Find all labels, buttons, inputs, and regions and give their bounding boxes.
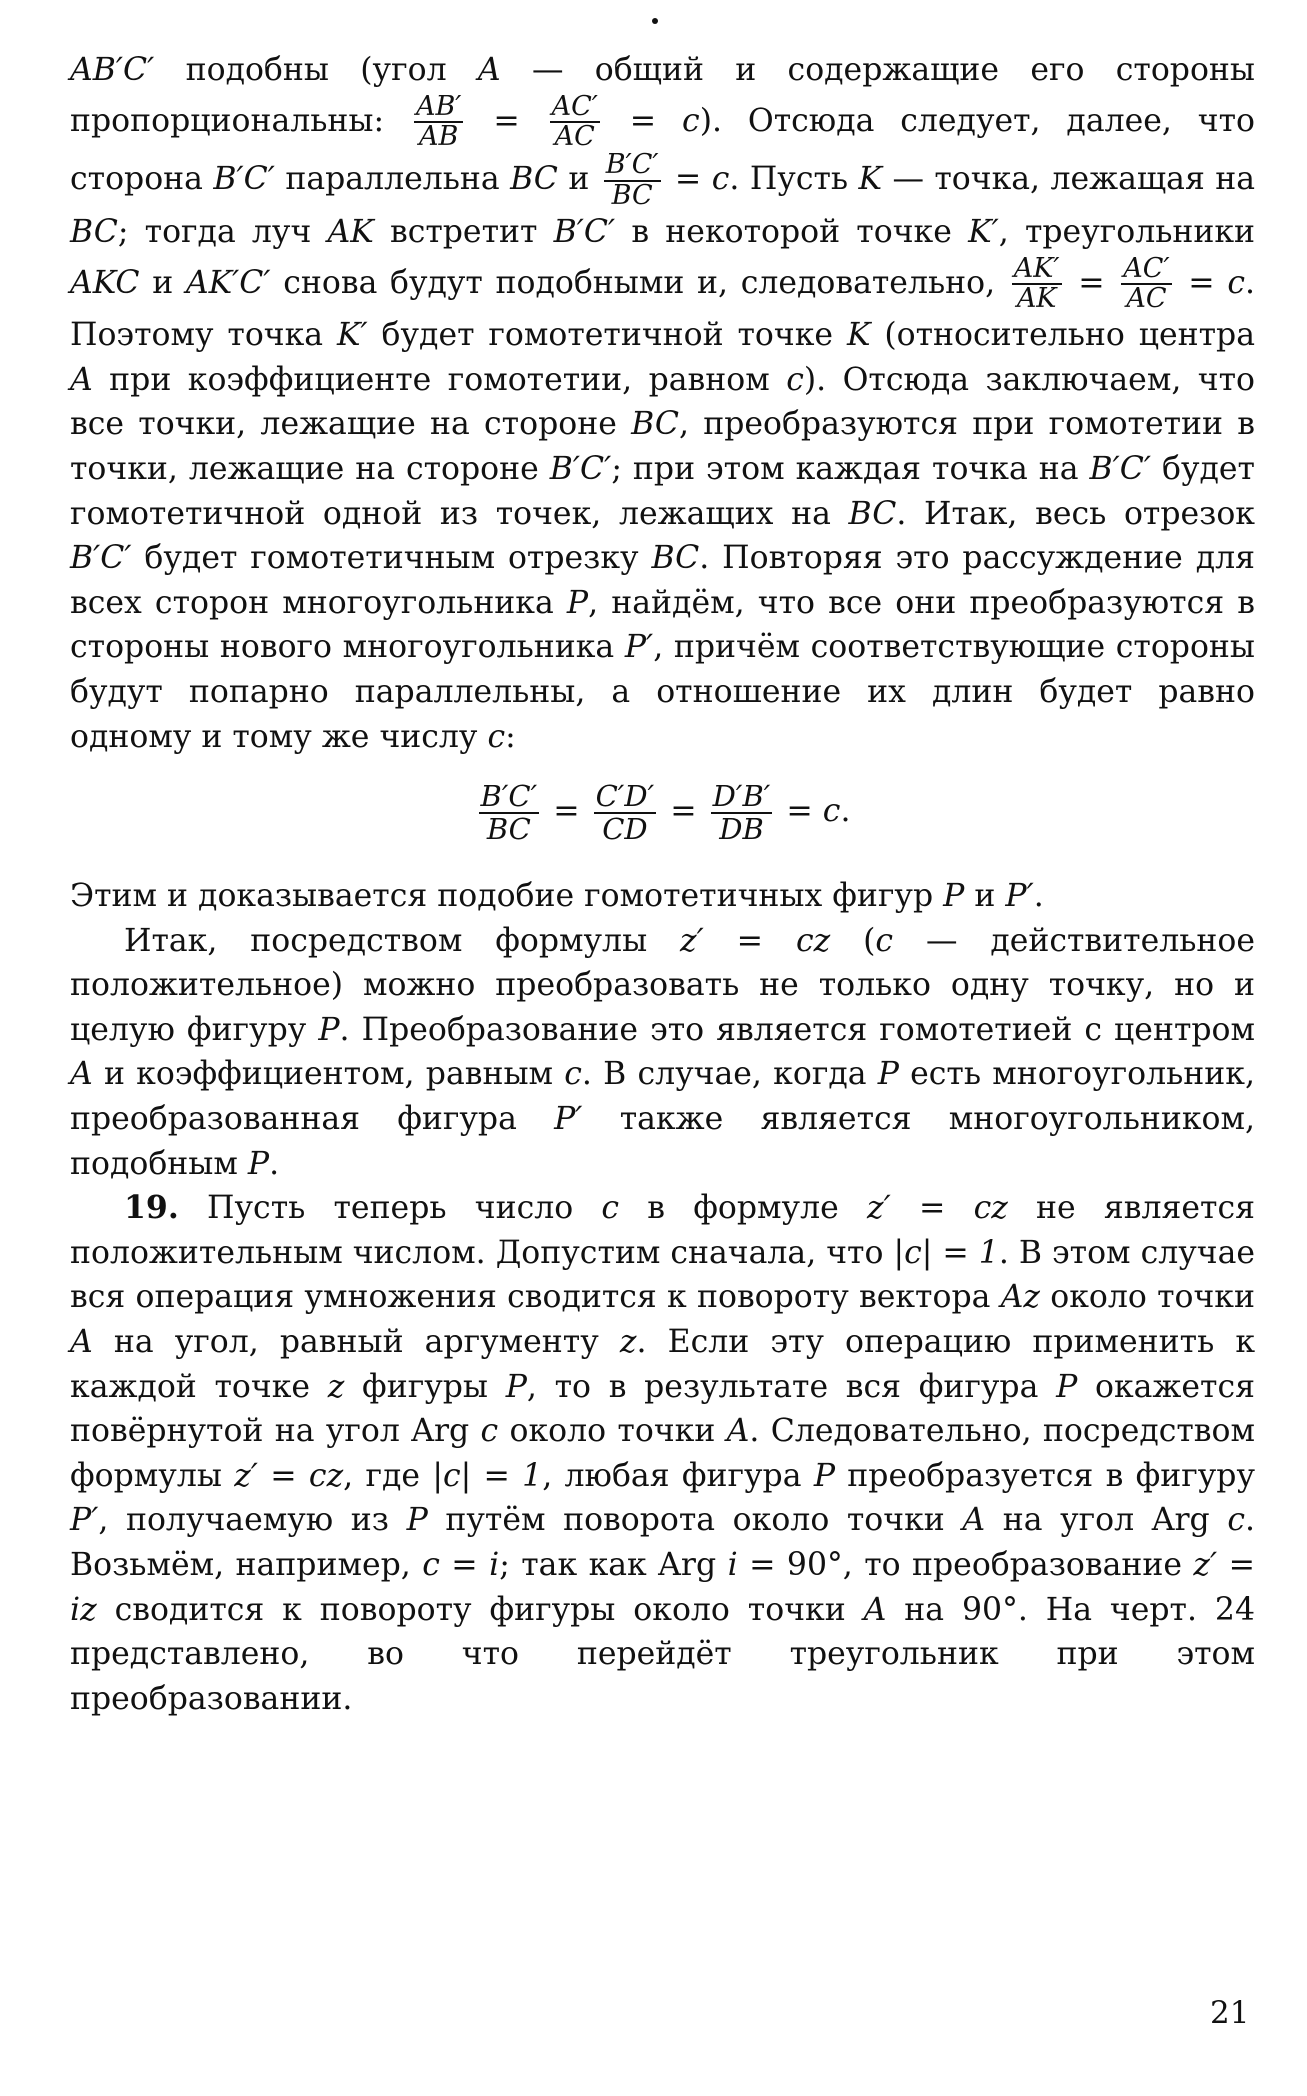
text-run: = 90°, то преобразование	[737, 1546, 1194, 1583]
text-run: . Следовательно, посредством формулы	[70, 1413, 1255, 1494]
text-run: ; тогда луч	[117, 213, 328, 250]
text-run: ; так как Arg	[499, 1546, 728, 1583]
math-symbol: K	[846, 317, 871, 354]
text-run: параллельна	[274, 161, 511, 198]
math-symbol: A	[863, 1591, 887, 1628]
text-run: встретит	[373, 213, 554, 250]
text-run: =	[1175, 264, 1228, 301]
math-symbol: z	[327, 1368, 345, 1405]
text-run: , треугольники	[998, 213, 1256, 250]
text-run: , где	[343, 1457, 433, 1494]
text-run: =	[1065, 264, 1118, 301]
math-symbol: P	[813, 1457, 836, 1494]
math-symbol: c	[1227, 1502, 1245, 1539]
page-body	[70, 48, 1255, 1721]
math-symbol: z′ = cz	[866, 1190, 1008, 1227]
display-formula	[70, 781, 1255, 844]
text-run: . Если эту операцию применить к каждой точке	[70, 1324, 1256, 1405]
math-symbol: AK	[327, 213, 374, 250]
math-symbol: P	[877, 1056, 899, 1093]
text-run: . В случае, когда	[581, 1056, 878, 1093]
fraction-denominator: BC	[486, 811, 531, 846]
fraction-denominator: CD	[602, 811, 648, 846]
math-symbol: P	[406, 1502, 428, 1539]
text-run: ). Отсюда заключаем, что все точки, лежащие на стороне	[70, 361, 1255, 443]
text-run: при коэффициенте гомотетии, равном	[92, 361, 787, 398]
math-symbol: c	[711, 161, 730, 198]
text-run: (	[830, 922, 876, 959]
fraction-numerator: AC′	[1123, 252, 1170, 284]
fraction	[711, 781, 773, 844]
text-run: будет гомотетичной одной из точек, лежащих на	[70, 451, 1255, 532]
math-symbol: A	[962, 1502, 986, 1539]
fraction	[1121, 252, 1171, 314]
math-symbol: |c| = 1	[432, 1457, 543, 1494]
text-run: преобразуется в фигуру	[835, 1457, 1255, 1494]
math-symbol: B′C′	[213, 161, 275, 198]
text-run: =	[664, 161, 712, 198]
text-run: подобны (угол	[154, 52, 478, 88]
text-run: , найдём, что все они преобразуются в стороны нового многоугольника	[70, 584, 1255, 666]
math-symbol: z	[619, 1324, 637, 1360]
text-run: . Пусть	[729, 161, 859, 198]
text-run: есть многоугольник, преобразованная фигура	[70, 1056, 1255, 1138]
math-symbol: c	[480, 1413, 499, 1450]
text-run: .	[1033, 878, 1044, 915]
text-run: . Поэтому точка	[70, 264, 1255, 354]
math-symbol: BC	[631, 406, 679, 443]
math-symbol: AKC	[70, 264, 140, 301]
math-symbol: P	[566, 584, 589, 621]
math-symbol: Az	[1000, 1279, 1040, 1316]
math-symbol: AB′C′	[70, 52, 155, 88]
math-symbol: K	[858, 161, 883, 198]
math-symbol: i	[727, 1546, 738, 1583]
math-symbol: P	[1056, 1368, 1078, 1405]
text-run: . Возьмём, например,	[70, 1502, 1255, 1583]
math-symbol: A	[70, 361, 93, 398]
text-run: =	[776, 793, 823, 830]
text-run: , любая фигура	[542, 1457, 814, 1494]
fraction-numerator: C′D′	[595, 779, 655, 814]
fraction-denominator: DB	[719, 811, 764, 846]
text-run: путём поворота около точки	[427, 1502, 963, 1539]
paragraph	[70, 1186, 1255, 1721]
math-symbol: B′C′	[70, 540, 132, 577]
math-symbol: B′C′	[1089, 451, 1152, 488]
text-run: . Итак, весь отрезок	[896, 495, 1255, 532]
text-run: Этим и доказывается подобие гомотетичных фигур	[70, 878, 944, 915]
text-run: — общий и содержащие его стороны пропорциональны:	[70, 52, 1255, 139]
math-symbol: K′	[336, 317, 368, 354]
text-run: ). Отсюда следует, далее, что сторона	[70, 102, 1256, 198]
math-symbol: P′	[1005, 878, 1034, 915]
paragraph	[70, 919, 1255, 1187]
fraction-numerator: B′C′	[480, 779, 538, 814]
text-run: окажется повёрнутой на угол Arg	[70, 1368, 1255, 1450]
math-symbol: A	[70, 1056, 93, 1093]
text-run: и	[964, 878, 1006, 915]
fraction-numerator: AB′	[415, 90, 462, 122]
text-run: на угол, равный аргументу	[92, 1324, 620, 1360]
math-symbol: c	[682, 102, 700, 139]
fraction-denominator: AC	[1126, 282, 1167, 314]
text-run: будет гомотетичной точке	[367, 317, 847, 354]
text-run: около точки	[1040, 1279, 1255, 1316]
text-run: . В этом случае вся операция умножения сводится к повороту вектора	[70, 1234, 1255, 1316]
text-run: Итак, посредством формулы	[124, 922, 681, 959]
math-symbol: c	[786, 361, 804, 398]
text-run: в формуле	[619, 1190, 867, 1227]
text-run: не является положительным числом. Допустим сначала, что	[70, 1190, 1255, 1271]
math-symbol: c	[564, 1056, 582, 1093]
paragraph	[70, 874, 1255, 919]
fraction	[594, 781, 657, 844]
math-symbol: P	[943, 878, 965, 915]
text-run: и коэффициентом, равным	[92, 1056, 565, 1093]
speck-mark	[652, 18, 658, 24]
math-symbol: P′	[624, 629, 654, 666]
math-symbol: A	[477, 52, 501, 88]
text-run: , получаемую из	[98, 1502, 407, 1539]
text-run: на угол Arg	[985, 1502, 1228, 1539]
text-run: будет гомотетичным отрезку	[131, 540, 652, 577]
text-run: . Преобразование это является гомотетией с центром	[339, 1011, 1255, 1048]
text-run: около точки	[498, 1413, 727, 1450]
math-symbol: |c| = 1	[893, 1234, 999, 1271]
text-run: сводится к повороту фигуры около точки	[96, 1591, 864, 1628]
math-symbol: c	[1227, 264, 1245, 301]
text-run: , то в результате вся фигура	[526, 1368, 1057, 1405]
text-run: =	[543, 793, 590, 830]
math-symbol: c	[487, 718, 506, 755]
math-symbol: c = i	[422, 1546, 500, 1583]
math-symbol: K′	[968, 213, 999, 250]
text-run: Пусть теперь число	[178, 1190, 602, 1227]
fraction-numerator: AC′	[551, 90, 598, 122]
fraction	[604, 151, 661, 210]
text-run: =	[660, 793, 707, 830]
text-run: в некоторой точке	[615, 213, 969, 250]
fraction	[1012, 252, 1062, 314]
math-symbol: BC	[510, 161, 558, 198]
math-symbol: B′C′	[553, 213, 616, 250]
text-run: на 90°. На черт. 24 представлено, во что перейдёт треугольник при этом преобразовании.	[70, 1591, 1255, 1717]
text-run: — точка, лежащая на	[882, 161, 1256, 198]
fraction-numerator: D′B′	[712, 779, 771, 814]
math-symbol: BC	[651, 540, 700, 577]
math-symbol: z′ = cz	[234, 1457, 344, 1494]
fraction-denominator: AK	[1016, 282, 1057, 314]
math-symbol: A	[726, 1413, 750, 1450]
text-run: =	[467, 102, 546, 139]
math-symbol: P′	[70, 1502, 99, 1539]
text-run: (относительно центра	[870, 317, 1255, 354]
text-run: также является многоугольником, подобным	[70, 1101, 1255, 1182]
text-run: и	[139, 264, 186, 301]
text-run: .	[269, 1145, 280, 1182]
math-symbol: BC	[848, 495, 897, 532]
text-run: ; при этом каждая точка на	[611, 451, 1090, 488]
math-symbol: c	[875, 922, 894, 959]
page-number: 21	[1210, 1995, 1250, 2031]
math-symbol: A	[70, 1324, 93, 1360]
text-run: =	[603, 102, 683, 139]
fraction-denominator: AC	[554, 120, 595, 152]
paragraph	[70, 48, 1255, 759]
math-symbol: AK′C′	[185, 264, 271, 301]
text-run: , преобразуются при гомотетии в точки, лежащие на стороне	[70, 406, 1256, 488]
fraction-numerator: B′C′	[605, 149, 659, 181]
text-run: :	[505, 718, 516, 755]
fraction-denominator: BC	[611, 179, 653, 211]
math-symbol: c	[601, 1190, 620, 1227]
text-run: фигуры	[344, 1368, 506, 1405]
text-run: . Повторяя это рассуждение для всех сторон многоугольника	[70, 540, 1255, 621]
fraction	[414, 90, 463, 152]
math-symbol: c	[822, 793, 841, 830]
math-symbol: z′ = cz	[680, 922, 831, 959]
math-symbol: BC	[70, 213, 118, 250]
text-run: .	[840, 793, 851, 830]
section-number: 19.	[124, 1189, 179, 1227]
math-symbol: P′	[554, 1101, 583, 1138]
fraction	[479, 781, 540, 844]
text-run: , причём соответствующие стороны будут попарно параллельны, а отношение их длин будет равно одному и тому же числу	[70, 629, 1255, 755]
fraction	[550, 90, 600, 152]
math-symbol: P	[505, 1368, 527, 1405]
text-run: снова будут подобными и, следовательно,	[270, 264, 1008, 301]
text-run: — действительное положительное) можно преобразовать не только одну точку, но и целую фигуру	[70, 922, 1255, 1048]
fraction-denominator: AB	[419, 120, 459, 152]
math-symbol: P	[247, 1145, 270, 1182]
math-symbol: z′ = iz	[70, 1546, 1255, 1628]
text-run: и	[557, 161, 600, 198]
math-symbol: P	[318, 1011, 340, 1048]
math-symbol: B′C′	[549, 451, 612, 488]
fraction-numerator: AK′	[1013, 252, 1060, 284]
